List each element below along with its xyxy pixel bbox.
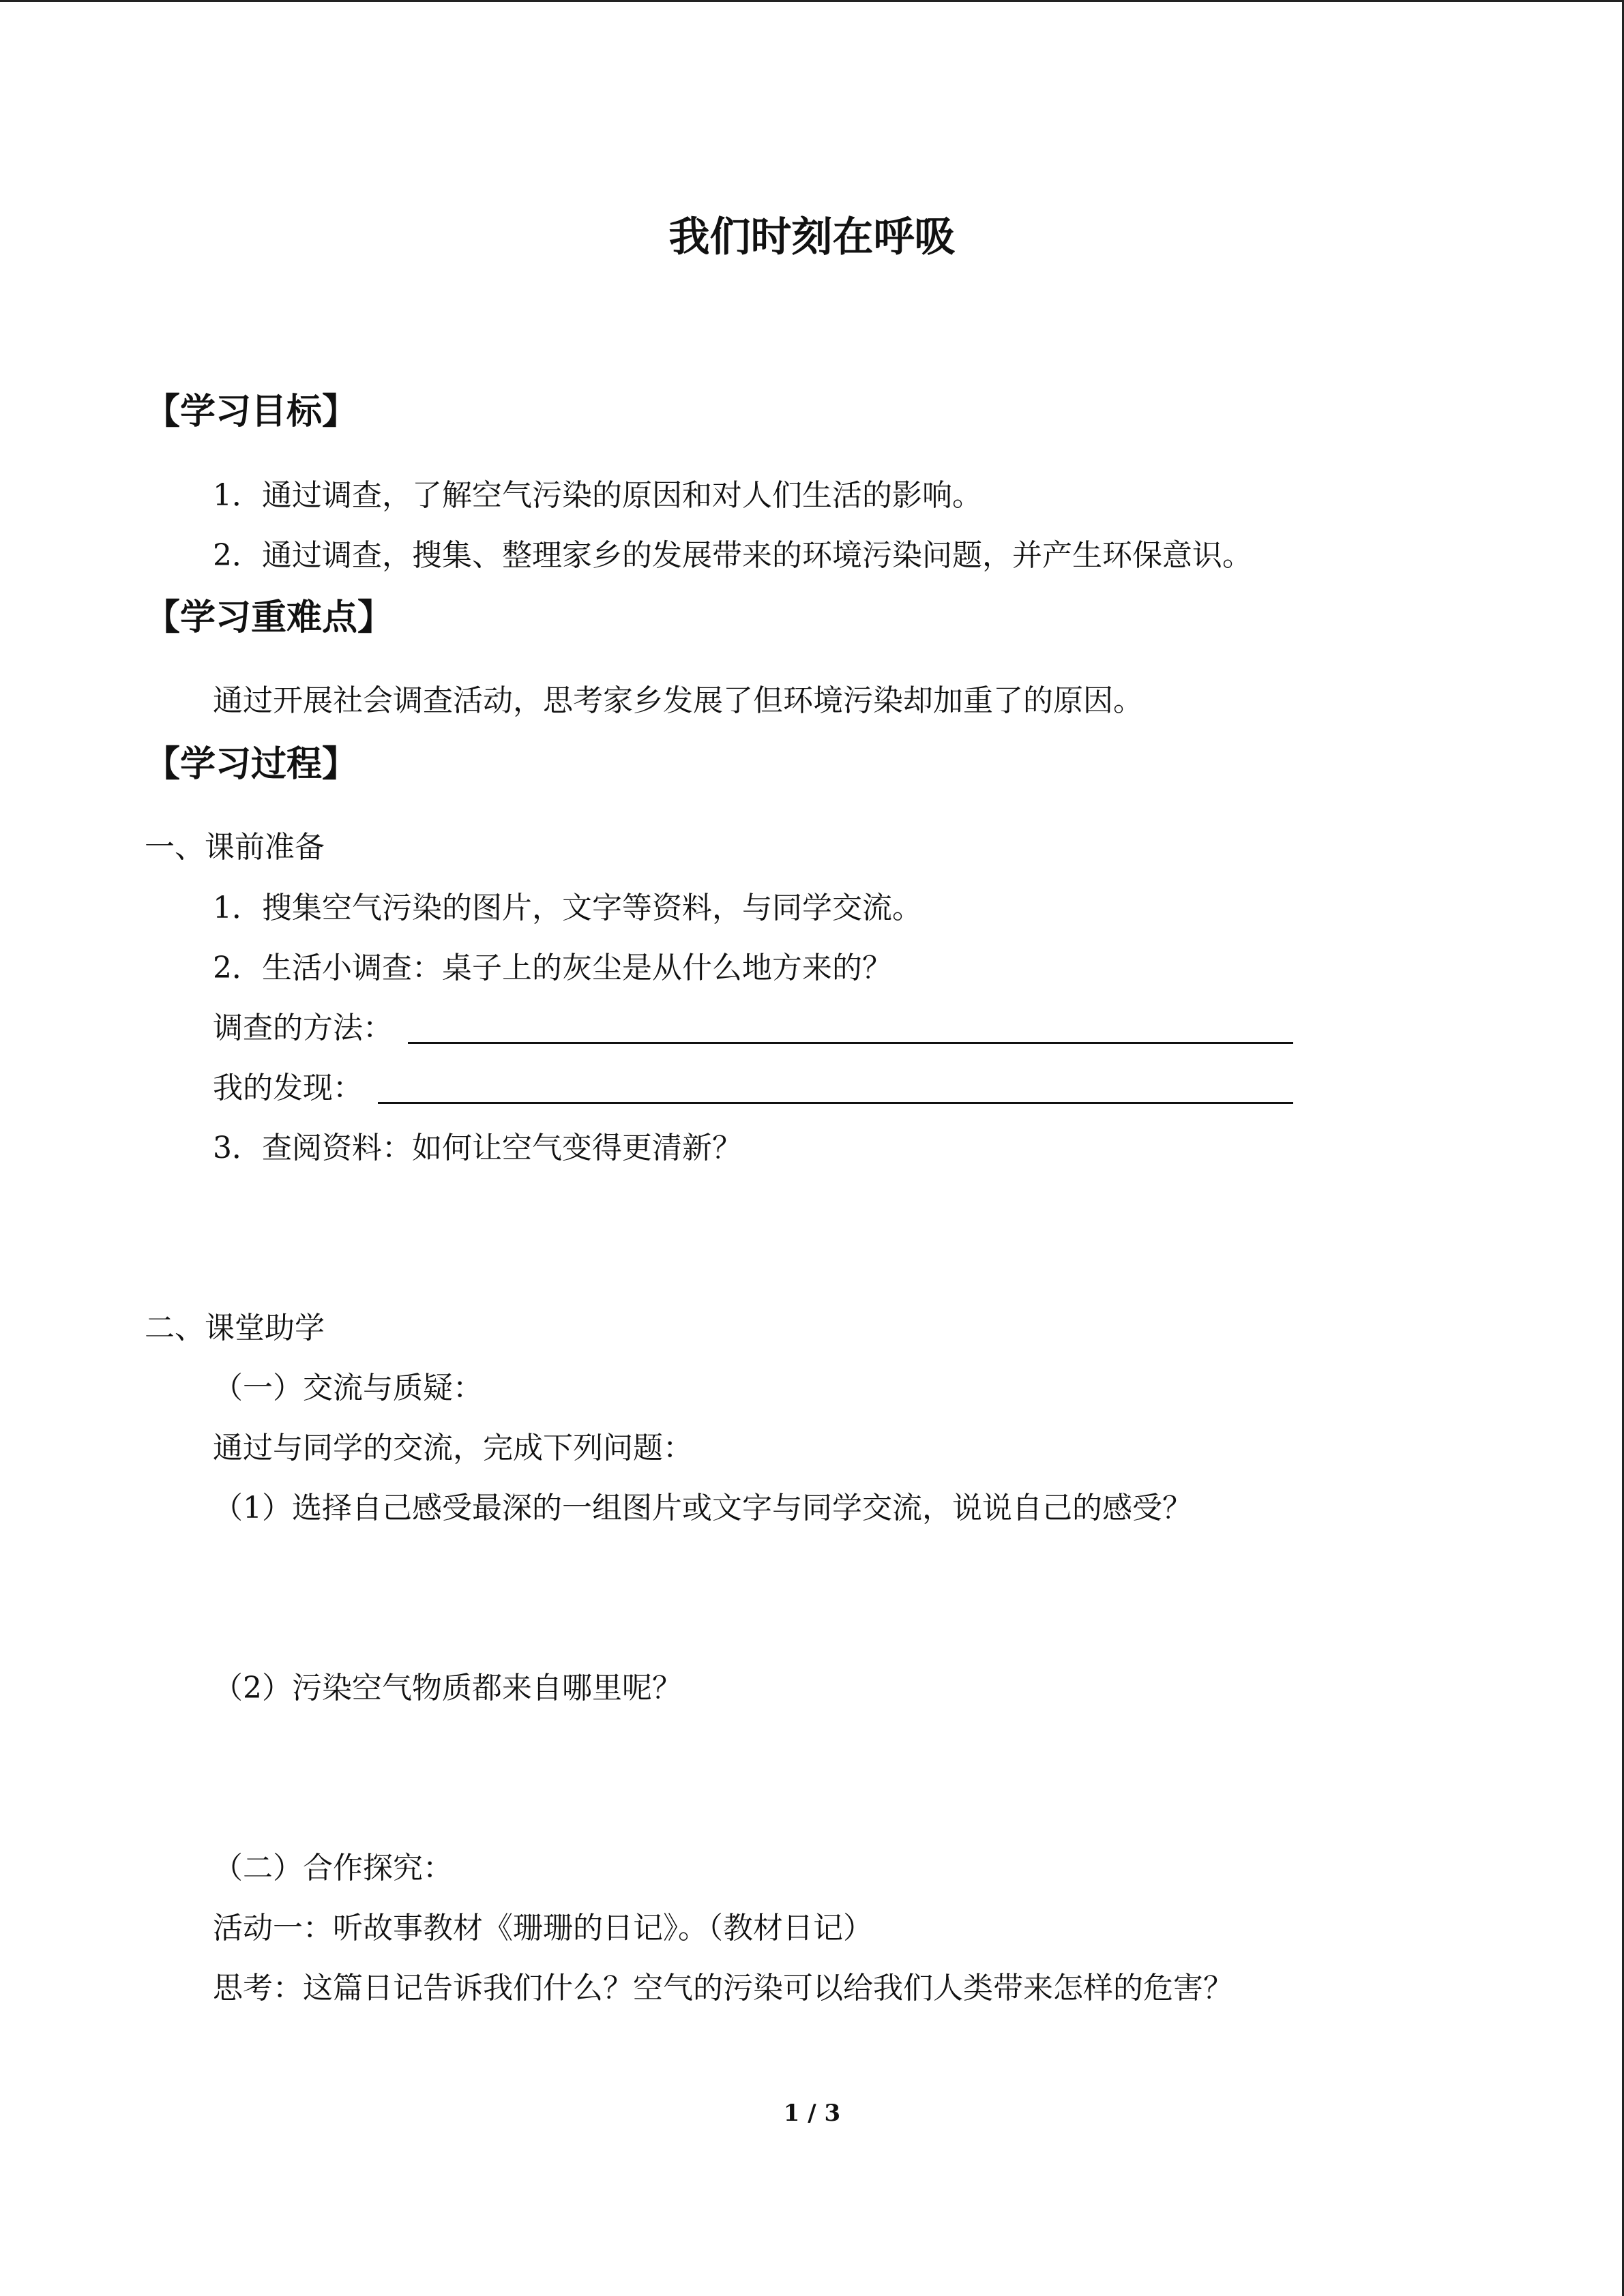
activity-1: 活动一：听故事教材《珊珊的日记》。（教材日记） <box>213 1911 873 1945</box>
think-question: 思考：这篇日记告诉我们什么？空气的污染可以给我们人类带来怎样的危害？ <box>213 1971 1233 2006</box>
question-1: （1）选择自己感受最深的一组图片或文字与同学交流，说说自己的感受？ <box>213 1491 1192 1525</box>
process-heading: 【学习过程】 <box>145 744 358 785</box>
objective-item-1: 1．通过调查，了解空气污染的原因和对人们生活的影响。 <box>213 478 982 513</box>
objective-item-2: 2．通过调查，搜集、整理家乡的发展带来的环境污染问题，并产生环保意识。 <box>213 538 1252 573</box>
key-points-heading: 【学习重难点】 <box>145 597 394 638</box>
part1-item-2: 2．生活小调查：桌子上的灰尘是从什么地方来的？ <box>213 951 892 985</box>
method-label: 调查的方法： <box>213 1011 393 1045</box>
page-number: 1 / 3 <box>783 2100 841 2127</box>
document-title: 我们时刻在呼吸 <box>668 213 956 261</box>
part1-item-3: 3．查阅资料：如何让空气变得更清新？ <box>213 1131 742 1165</box>
sub1-intro: 通过与同学的交流，完成下列问题： <box>213 1431 693 1465</box>
method-answer-line[interactable] <box>408 1042 1293 1044</box>
part1-item-1: 1．搜集空气污染的图片，文字等资料，与同学交流。 <box>213 891 922 925</box>
sub1-title: （一）交流与质疑： <box>213 1371 483 1405</box>
part1-title: 一、课前准备 <box>145 830 325 865</box>
finding-label: 我的发现： <box>213 1071 363 1105</box>
objectives-heading: 【学习目标】 <box>145 391 358 432</box>
sub2-title: （二）合作探究： <box>213 1851 453 1885</box>
part2-title: 二、课堂助学 <box>145 1311 325 1345</box>
page-border-top <box>0 0 1624 2</box>
key-points-text: 通过开展社会调查活动，思考家乡发展了但环境污染却加重了的原因。 <box>213 683 1143 718</box>
question-2: （2）污染空气物质都来自哪里呢？ <box>213 1671 682 1705</box>
finding-answer-line[interactable] <box>378 1102 1293 1104</box>
